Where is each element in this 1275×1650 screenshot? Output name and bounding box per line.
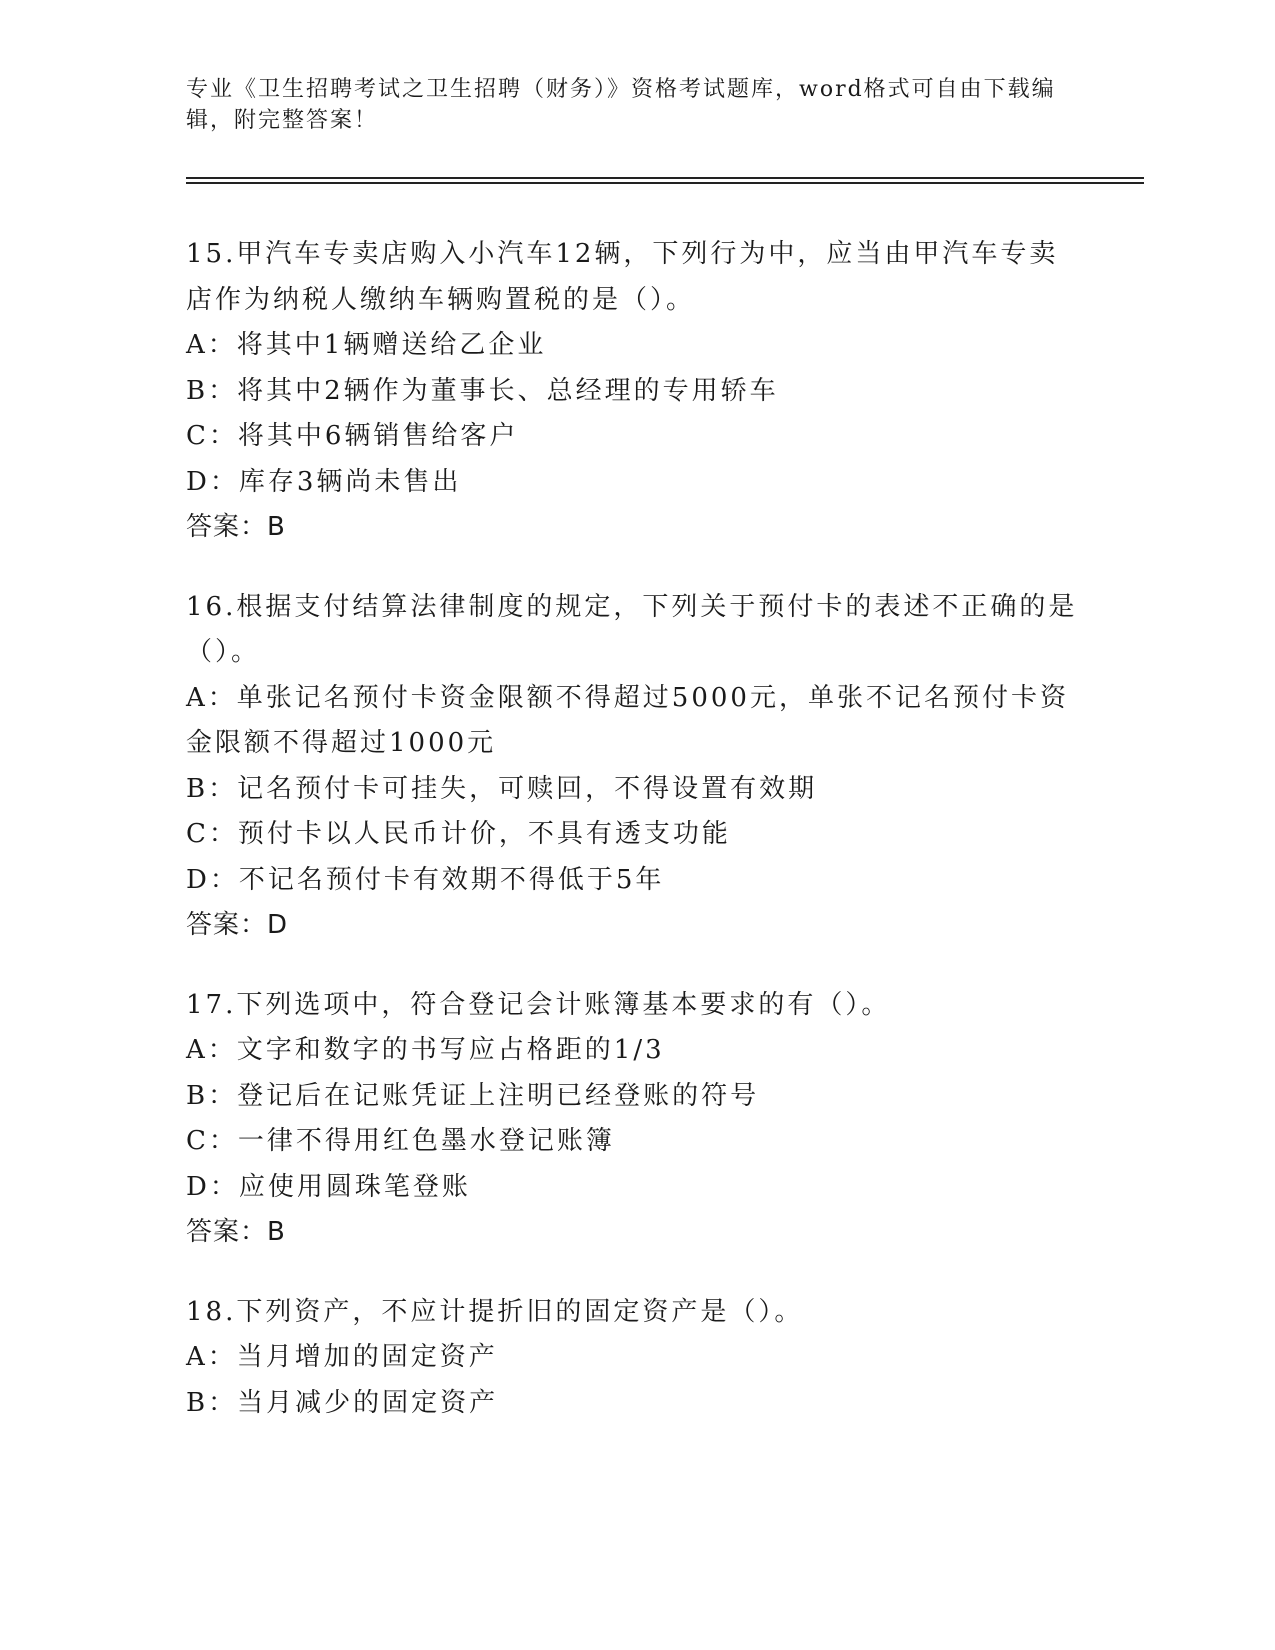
option-b: B：当月减少的固定资产 — [186, 1387, 499, 1418]
answer-label: 答案：D — [186, 910, 289, 940]
option-a: A：当月增加的固定资产 — [186, 1342, 498, 1372]
question-stem: 18.下列资产，不应计提折旧的固定资产是（）。 — [186, 1296, 804, 1327]
option-d: D：应使用圆珠笔登账 — [186, 1171, 471, 1202]
option-b: B：记名预付卡可挂失，可赎回，不得设置有效期 — [186, 773, 818, 804]
option-a: A：将其中1辆赠送给乙企业 — [186, 330, 547, 360]
header-intro-text: 专业《卫生招聘考试之卫生招聘（财务）》资格考试题库，word格式可自由下载编辑，附完整答案！ — [186, 77, 1056, 133]
option-d: D：不记名预付卡有效期不得低于5年 — [186, 864, 665, 895]
option-c: C：一律不得用红色墨水登记账簿 — [186, 1126, 615, 1156]
document-header — [186, 74, 1066, 136]
option-c: C：预付卡以人民币计价，不具有透支功能 — [186, 819, 731, 849]
header-divider-bottom — [186, 182, 1144, 184]
option-a: A：单张记名预付卡资金限额不得超过5000元，单张不记名预付卡资金限额不得超过1000元 — [186, 682, 1069, 758]
option-b: B：将其中2辆作为董事长、总经理的专用轿车 — [186, 375, 779, 406]
header-divider-top — [186, 177, 1144, 179]
question-15 — [186, 232, 1086, 551]
question-16 — [186, 585, 1086, 949]
answer-label: 答案：B — [186, 1217, 286, 1247]
question-18 — [186, 1290, 1086, 1427]
answer-label: 答案：B — [186, 512, 286, 542]
question-stem: 15.甲汽车专卖店购入小汽车12辆，下列行为中，应当由甲汽车专卖店作为纳税人缴纳车辆购置税的是（）。 — [186, 239, 1059, 315]
option-a: A：文字和数字的书写应占格距的1/3 — [186, 1035, 665, 1065]
question-list — [186, 232, 1086, 1460]
option-d: D：库存3辆尚未售出 — [186, 466, 462, 497]
question-17 — [186, 983, 1086, 1256]
option-c: C：将其中6辆销售给客户 — [186, 421, 519, 451]
question-stem: 17.下列选项中，符合登记会计账簿基本要求的有（）。 — [186, 989, 891, 1020]
question-stem: 16.根据支付结算法律制度的规定，下列关于预付卡的表述不正确的是（）。 — [186, 591, 1078, 667]
option-b: B：登记后在记账凭证上注明已经登账的符号 — [186, 1080, 760, 1111]
